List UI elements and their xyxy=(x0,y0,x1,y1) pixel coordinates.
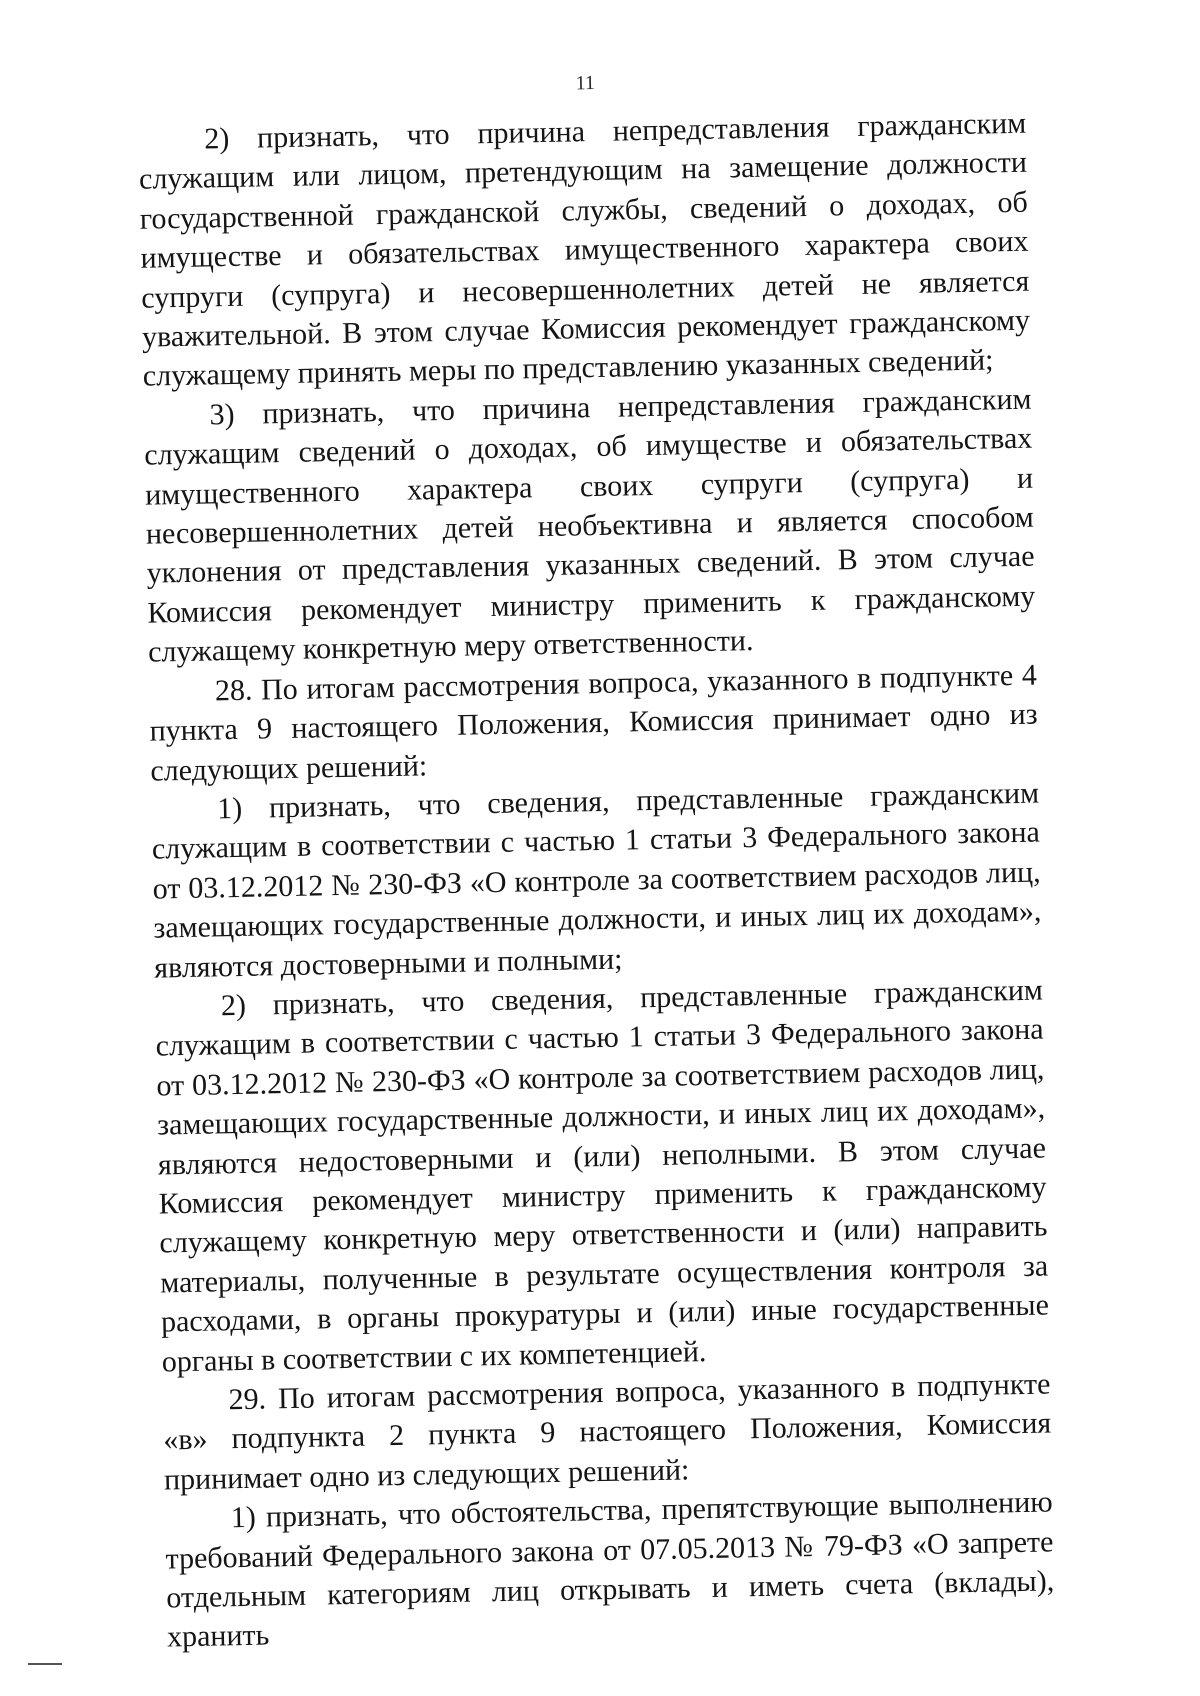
paragraph-clause-28-item-2: 2) признать, что сведения, представленные гражданским служащим в соответствии с частью 1 статьи 3 Федерального закона от 03.12.2012 № 230-ФЗ «О контроле за соответствием расходов лиц, замещающих государственные должности, и иных лиц их доходам», являются недостоверными и (или) неполными. В этом случае Комиссия рекомендует министру применить к гражданскому служащему конкретную меру ответственности и (или) направить материалы, полученные в результате осуществления контроля за расходами, в органы прокуратуры и (или) иные государственные органы в соответствии с их компетенцией. xyxy=(155,973,1050,1379)
paragraph-clause-29: 29. По итогам рассмотрения вопроса, указанного в подпункте «в» подпункта 2 пункта 9 настоящего Положения, Комиссия принимает одно из следующих решений: xyxy=(162,1367,1052,1497)
document-body xyxy=(138,104,1055,1658)
page-number: 11 xyxy=(575,71,596,95)
paragraph-clause-28: 28. По итогам рассмотрения вопроса, указанного в подпункте 4 пункта 9 настоящего Положения, Комиссия принимает одно из следующих решений: xyxy=(149,658,1038,788)
scan-edge-mark xyxy=(28,1663,62,1665)
paragraph-item-2-not-valid-reason: 2) признать, что причина непредставления гражданским служащим или лицом, претендующим на замещение должности государственной гражданской службы, сведений о доходах, об имуществе и обязательствах имущественного характера своих супруги (супруга) и несовершеннолетних детей не является уважительной. В этом случае Комиссия рекомендует гражданскому служащему принять меры по представлению указанных сведений; xyxy=(138,106,1031,394)
paragraph-item-3-evasion: 3) признать, что причина непредставления гражданским служащим сведений о доходах, об имуществе и обязательствах имущественного характера своих супруги (супруга) и несовершеннолетних детей необъективна и является способом уклонения от представления указанных сведений. В этом случае Комиссия рекомендует министру применить к гражданскому служащему конкретную меру ответственности. xyxy=(144,382,1036,669)
paragraph-clause-29-item-1: 1) признать, что обстоятельства, препятствующие выполнению требований Федерального закона от 07.05.2013 № 79-ФЗ «О запрете отдельным категориям лиц открывать и иметь счета (вклады), хранить xyxy=(165,1485,1055,1654)
paragraph-clause-28-item-1: 1) признать, что сведения, представленные гражданским служащим в соответствии с частью 1 статьи 3 Федерального закона от 03.12.2012 № 230-ФЗ «О контроле за соответствием расходов лиц, замещающих государственные должности, и иных лиц их доходам», являются достоверными и полными; xyxy=(151,776,1042,985)
